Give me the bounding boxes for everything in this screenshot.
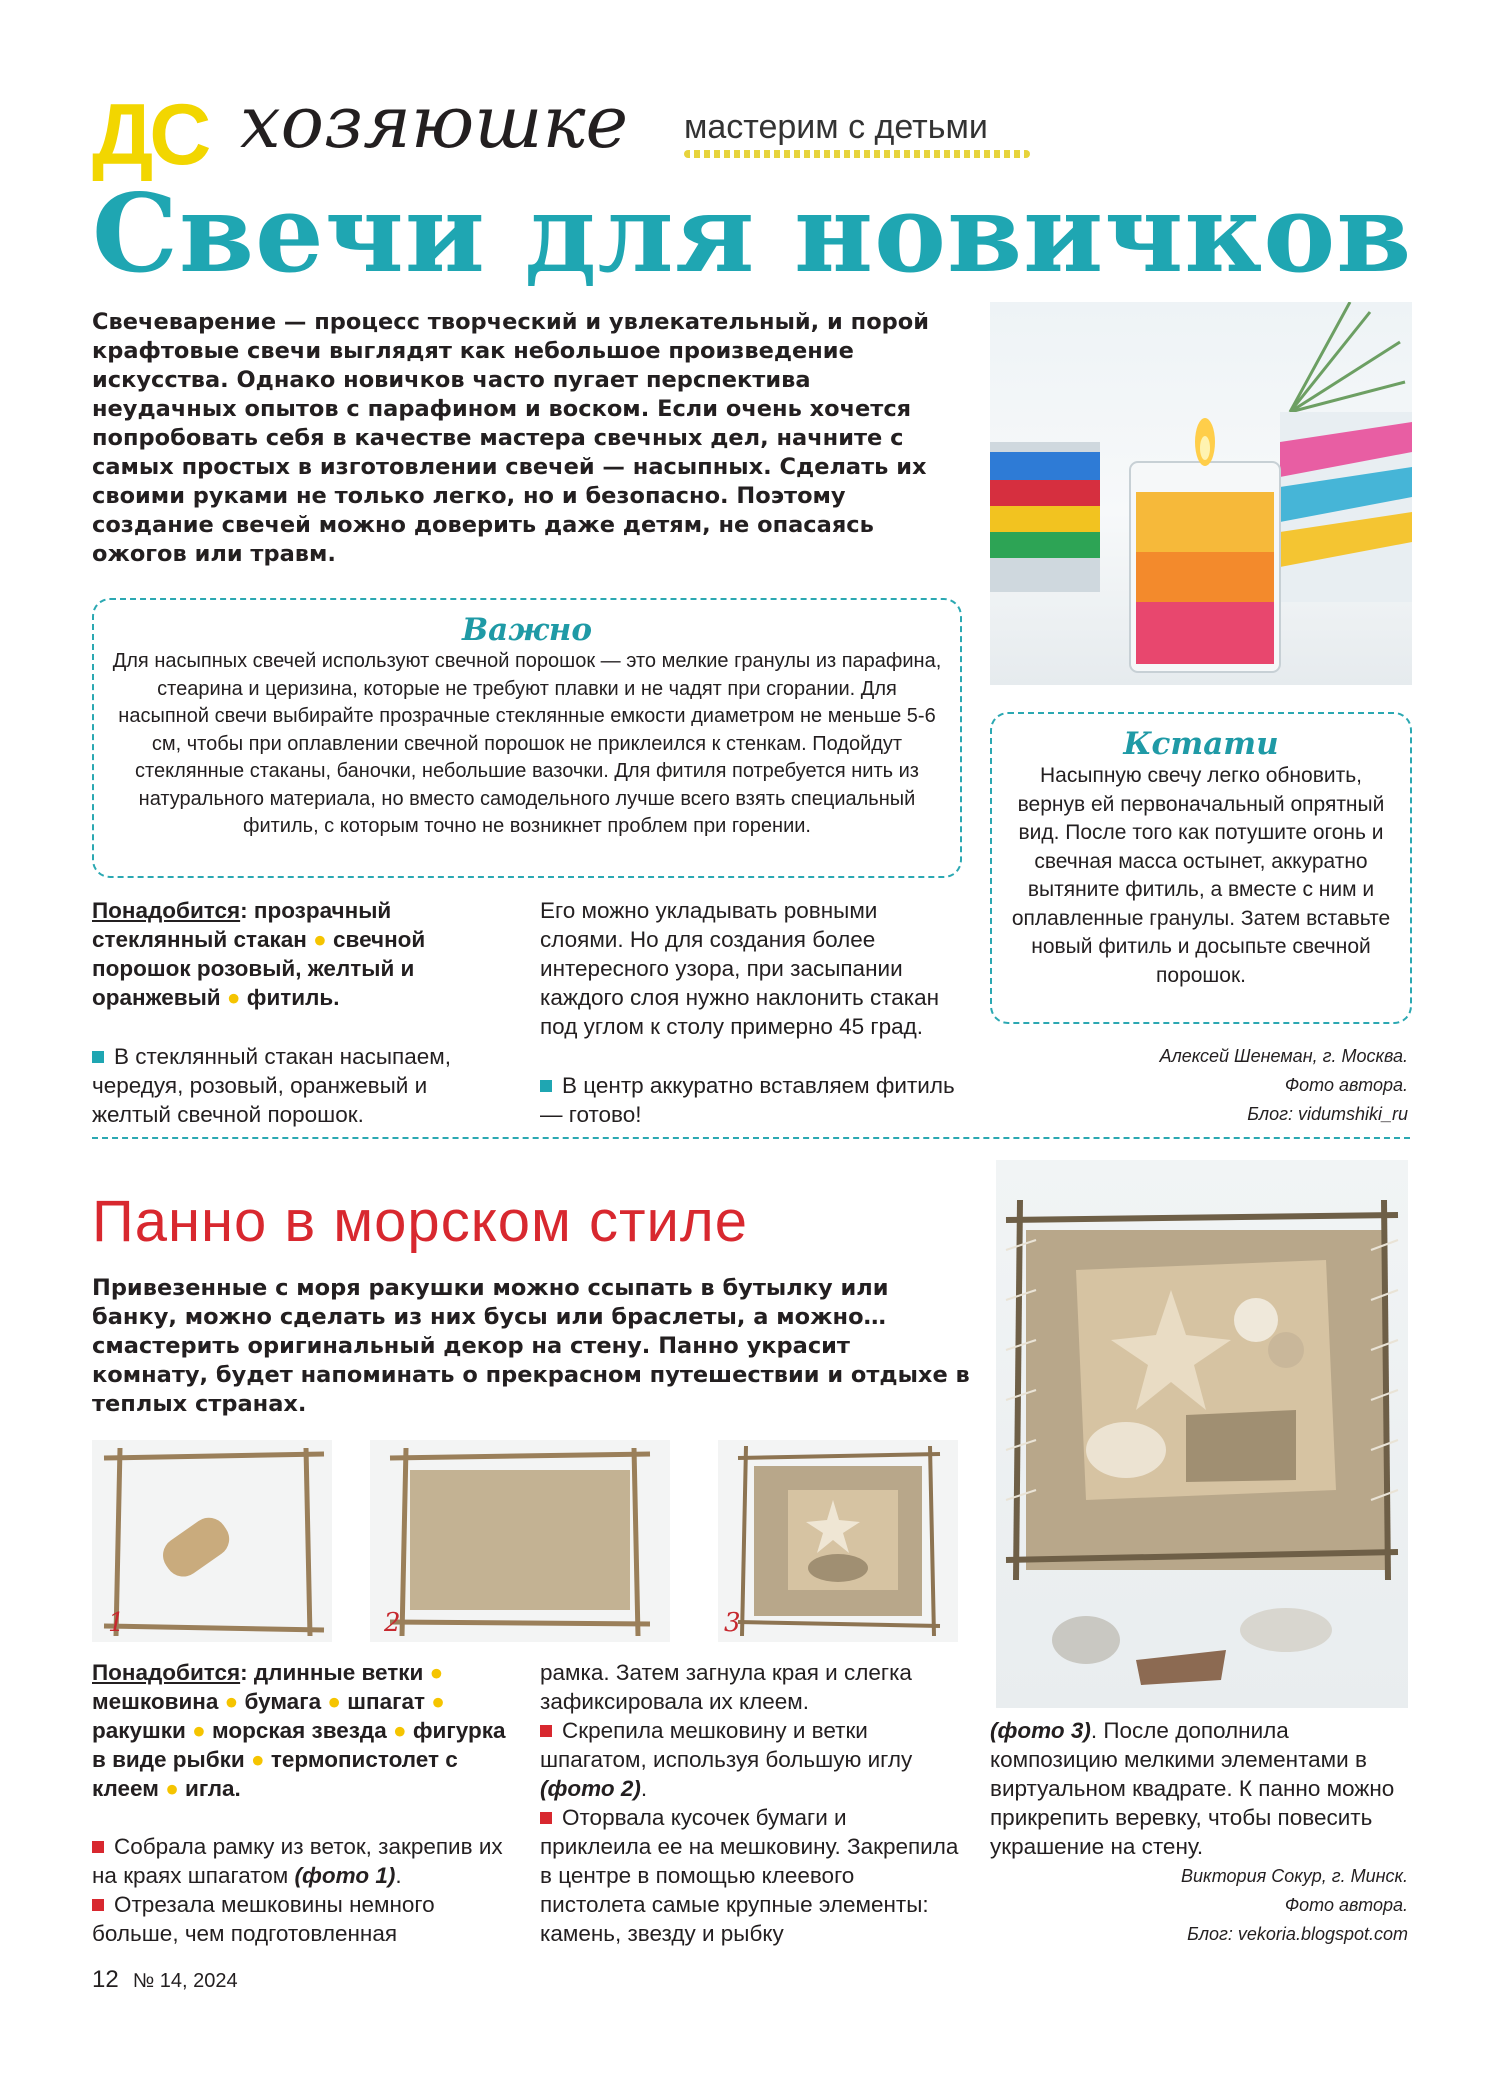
by-the-way-box: [990, 712, 1412, 1024]
article-title: Свечи для новичков: [92, 171, 1413, 297]
square-bullet-icon: [540, 1812, 552, 1824]
column-3-text: (фото 3). После дополнила композицию мелкими элементами в виртуальном квадрате. К панно можно прикрепить веревку, чтобы повесить украшение на стену.: [990, 1718, 1395, 1859]
by-the-way-title: Кстати: [1123, 726, 1279, 762]
bullet-dot-icon: ●: [429, 1660, 444, 1685]
page-footer: [92, 1966, 238, 1994]
candles-photo: [990, 302, 1412, 685]
column-2-text: рамка. Затем загнула края и слегка зафиксировала их клеем.: [540, 1660, 912, 1714]
important-text: Для насыпных свечей используют свечной порошок — это мелкие гранулы из парафина, стеарина и церизина, которые не требуют плавки и не чадят при сгорании. Для насыпной свечи выбирайте прозрачные стеклянные емкости диаметром не меньше 5-6 см, чтобы при оплавлении свечной порошок не приклеился к стенкам. Подойдут стеклянные стаканы, баночки, небольшие вазочки. Для фитиля потребуется нить из натурального материала, но вместо самодельного лучше всего взять специальный фитиль, с которым точно не возникнет проблем при горении.: [112, 650, 942, 837]
bullet-dot-icon: ●: [431, 1689, 445, 1714]
need-item: фитиль.: [246, 985, 340, 1010]
decorative-wave: [684, 150, 1030, 158]
bullet-dot-icon: ●: [226, 985, 241, 1010]
step-photo-1: [92, 1440, 332, 1642]
sea-panel-photo: [996, 1160, 1408, 1708]
author-credit: Виктория Сокур, г. Минск. Фото автора. Блог: vekoria.blogspot.com: [1181, 1866, 1408, 1944]
article-title: Панно в морском стиле: [92, 1189, 749, 1254]
bullet-dot-icon: ●: [393, 1718, 407, 1743]
step-1: В стеклянный стакан насыпаем, чередуя, розовый, оранжевый и желтый свечной порошок.: [92, 1044, 451, 1127]
needs-label: Понадобится: [92, 898, 241, 923]
bullet-dot-icon: ●: [251, 1747, 265, 1772]
need-item: прозрачный стеклянный стакан: [92, 898, 392, 952]
brand-logo: ДС: [92, 87, 208, 183]
step-3: Скрепила мешковину и ветки шпагатом, используя большую иглу (фото 2).: [540, 1718, 913, 1801]
article-lead: Привезенные с моря ракушки можно ссыпать в бутылку или банку, можно сделать из них бусы или браслеты, а можно… смастерить оригинальный декор на стену. Панно украсит комнату, будет напоминать о прекрасном путешествии и отдыхе в теплых странах.: [92, 1275, 970, 1417]
needs-list: Понадобится: длинные ветки ● мешковина ● бумага ● шпагат ● ракушки ● морская звезда ● фигурка в виде рыбки ● термопистолет с клеем ● игла.: [92, 1660, 506, 1801]
photo-number: 3: [724, 1608, 741, 1638]
step-4: Оторвала кусочек бумаги и приклеила ее на мешковину. Закрепила в центре в помощью клеевого пистолета самые крупные элементы: камень, звезду и рыбку: [540, 1805, 959, 1946]
photo-number: 2: [384, 1608, 401, 1638]
needs-label: Понадобится: [92, 1660, 241, 1685]
step-photo-3: [718, 1440, 958, 1642]
step-photo-2: [370, 1440, 670, 1642]
bullet-dot-icon: ●: [165, 1776, 179, 1801]
important-title: Важно: [461, 612, 593, 648]
step-1: Собрала рамку из веток, закрепив их на краях шпагатом (фото 1).: [92, 1834, 503, 1888]
step-2: В центр аккуратно вставляем фитиль — готово!: [540, 1073, 955, 1127]
square-bullet-icon: [540, 1080, 552, 1092]
need-item: свечной порошок розовый, желтый и оранжевый: [92, 927, 426, 1010]
bullet-dot-icon: ●: [192, 1718, 206, 1743]
section-title: хозяюшке: [240, 80, 629, 164]
step-2: Отрезала мешковины немного больше, чем подготовленная: [92, 1892, 435, 1946]
square-bullet-icon: [92, 1051, 104, 1063]
bullet-dot-icon: ●: [313, 927, 327, 952]
photo-number: 1: [108, 1608, 125, 1638]
column-2-text: Его можно укладывать ровными слоями. Но для создания более интересного узора, при засыпании каждого слоя нужно наклонить стакан под углом к столу примерно 45 град.: [540, 898, 940, 1039]
square-bullet-icon: [92, 1899, 104, 1911]
page-number: 12: [92, 1966, 119, 1993]
section-divider: [92, 1137, 1410, 1139]
bullet-dot-icon: ●: [224, 1689, 239, 1714]
by-the-way-text: Насыпную свечу легко обновить, вернув ей первоначальный опрятный вид. После того как потушите огонь и свечная масса остынет, аккуратно вытяните фитиль, а вместе с ним и оплавленные гранулы. Затем вставьте новый фитиль и досыпьте свечной порошок.: [1011, 764, 1391, 987]
section-subtitle: мастерим с детьми: [684, 108, 988, 146]
square-bullet-icon: [92, 1841, 104, 1853]
square-bullet-icon: [540, 1725, 552, 1737]
issue-number: № 14, 2024: [132, 1970, 238, 1992]
important-box: [92, 598, 962, 878]
needs-list: Понадобится: прозрачный стеклянный стакан ● свечной порошок розовый, желтый и оранжевый ● фитиль.: [92, 898, 426, 1010]
bullet-dot-icon: ●: [327, 1689, 341, 1714]
author-credit: Алексей Шенеман, г. Москва. Фото автора. Блог: vidumshiki_ru: [1159, 1046, 1408, 1124]
article-lead: Свечеварение — процесс творческий и увлекательный, и порой крафтовые свечи выглядят как небольшое произведение искусства. Однако новичков часто пугает перспектива неудачных опытов с парафином и воском. Если очень хочется попробовать себя в качестве мастера свечных дел, начните с самых простых в изготовлении свечей — насыпных. Сделать их своими руками не только легко, но и безопасно. Поэтому создание свечей можно доверить даже детям, не опасаясь ожогов или травм.: [92, 309, 929, 567]
